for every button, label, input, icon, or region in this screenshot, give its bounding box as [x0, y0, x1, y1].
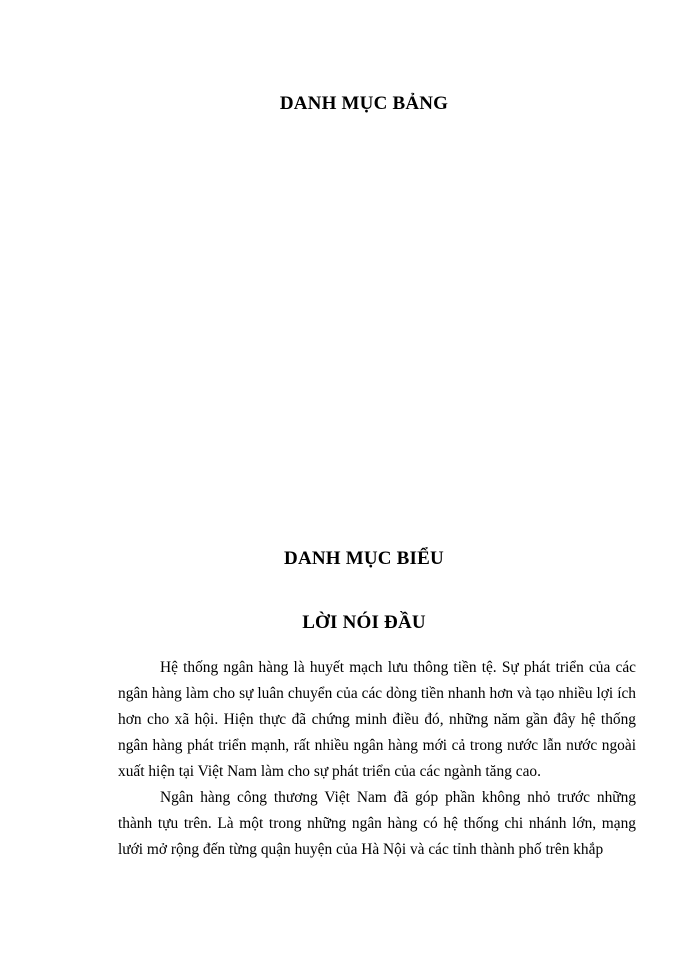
preface-paragraph-1: Hệ thống ngân hàng là huyết mạch lưu thông tiền tệ. Sự phát triển của các ngân hàng làm cho sự luân chuyển của các dòng tiền nhanh hơn và tạo nhiều lợi ích hơn cho xã hội. Hiện thực đã chứng minh điều đó, những năm gần đây hệ thống ngân hàng phát triển mạnh, rất nhiều ngân hàng mới cả trong nước lẫn nước ngoài xuất hiện tại Việt Nam làm cho sự phát triển của các ngành tăng cao.: [118, 659, 636, 780]
preface-body: [118, 655, 636, 863]
preface-heading: LỜI NÓI ĐẦU: [302, 612, 426, 633]
charts-list-heading: DANH MỤC BIỂU: [284, 548, 444, 569]
preface-paragraph-2: Ngân hàng công thương Việt Nam đã góp phần không nhỏ trước những thành tựu trên. Là một trong những ngân hàng có hệ thống chi nhánh lớn, mạng lưới mở rộng đến từng quận huyện của Hà Nội và các tỉnh thành phố trên khắp: [118, 789, 636, 858]
tables-list-heading: DANH MỤC BẢNG: [279, 93, 449, 114]
